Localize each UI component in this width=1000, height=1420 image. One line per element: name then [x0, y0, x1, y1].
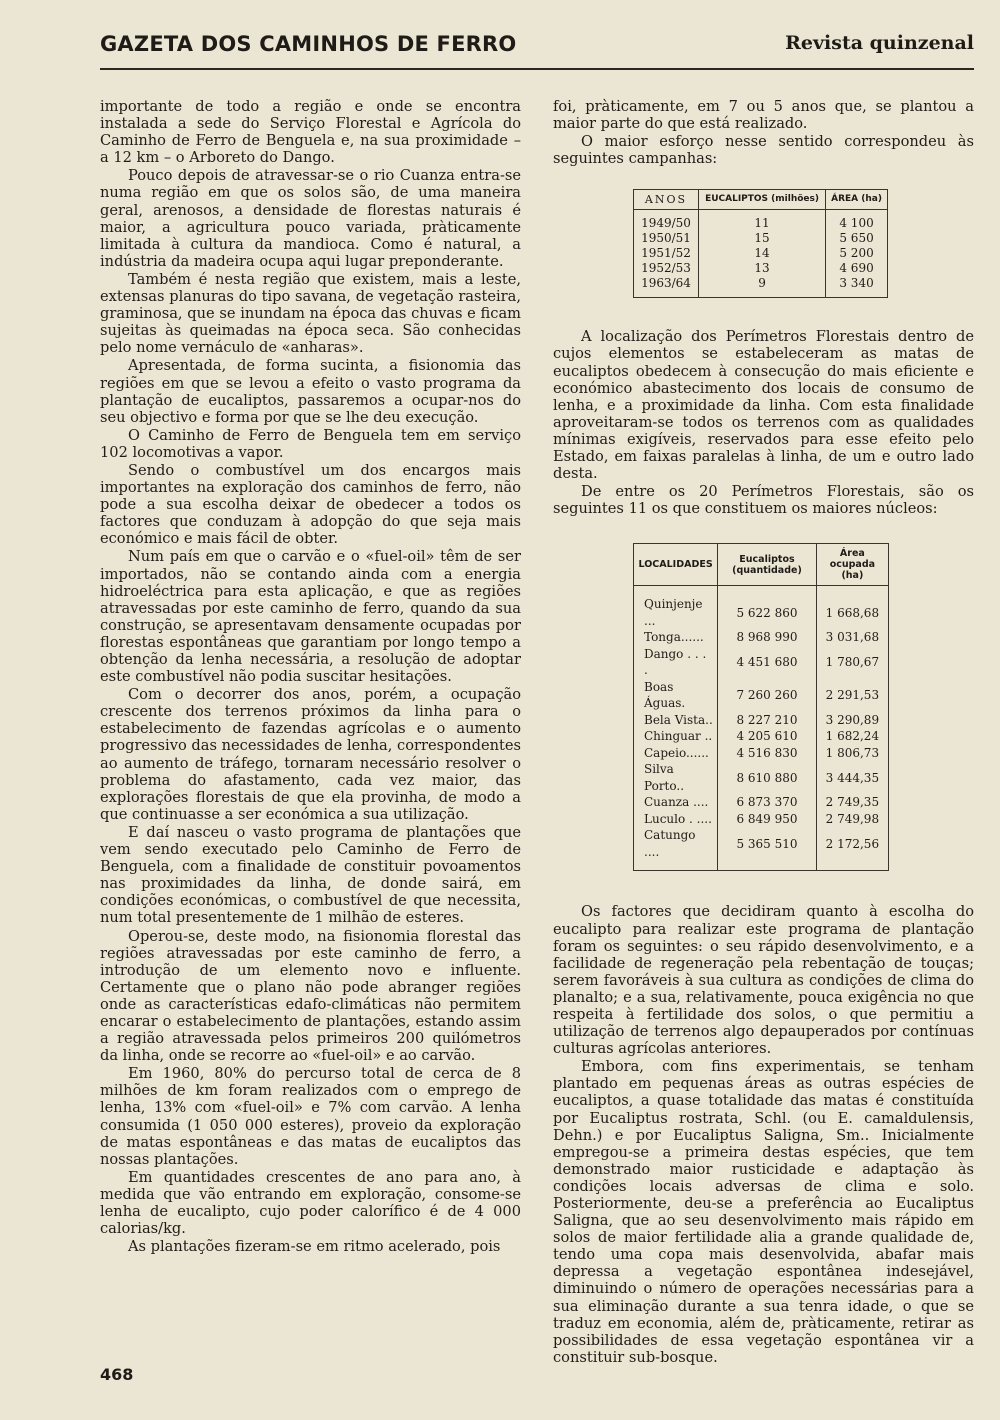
paragraph: A localização dos Perímetros Florestais dentro de cujos elementos se estabeleceram as matas de eucaliptos obedecem à consecução do mais eficiente e económico abastecimento dos locais de consumo de lenha, e a proximidade da linha. Com esta finalidade aproveitaram-se todos os terrenos com as qualidades mínimas exigíveis, reservados para esse efeito pelo Estado, em faixas paralelas à linha, de um e outro lado desta.	[553, 328, 974, 483]
table-cell: 1949/50	[641, 216, 691, 231]
table-cell: Catungo ....	[644, 828, 696, 859]
right-column	[553, 98, 974, 1366]
paragraph: Sendo o combustível um dos encargos mais importantes na exploração dos caminhos de ferro, não pode a sua escolha deixar de obedecer a todos os factores que conduzam à adopção do que seja mais económico e mais fácil de obter.	[100, 461, 521, 548]
table-cell: 1951/52	[641, 246, 691, 261]
table-row	[634, 646, 889, 679]
table-cell: 13	[698, 261, 825, 276]
paragraph: As plantações fizeram-se em ritmo acelerado, pois	[128, 1238, 501, 1256]
page-number: 468	[100, 1365, 134, 1384]
table-cell: 2 291,53	[816, 679, 888, 712]
paragraph: O maior esforço nesse sentido correspondeu às seguintes campanhas:	[553, 133, 974, 168]
table-row	[634, 794, 889, 811]
table-cell: 4 516 830	[718, 745, 817, 762]
paragraph: Em quantidades crescentes de ano para ano, à medida que vão entrando em exploração, consome-se lenha de eucalipto, cujo poder calorífico é de 4 000 calorias/kg.	[100, 1168, 521, 1238]
table-row	[634, 586, 889, 630]
table-cell: 5 200	[826, 246, 888, 261]
table-row	[634, 679, 889, 712]
table-row	[634, 210, 888, 232]
table-header: Eucaliptos (quantidade)	[718, 544, 817, 586]
table-cell: 1 682,24	[816, 728, 888, 745]
table-cell: Silva Porto..	[644, 762, 685, 793]
table-row	[634, 231, 888, 246]
masthead	[100, 28, 974, 70]
table-cell: 6 849 950	[718, 811, 817, 828]
table-row	[634, 811, 889, 828]
table-cell: 8 968 990	[718, 629, 817, 646]
paragraph: Apresentada, de forma sucinta, a fisionomia das regiões em que se levou a efeito o vasto programa da plantação de eucaliptos, passaremos a ocupar-nos do seu objectivo e forma por que se lhe deu execução.	[100, 357, 521, 426]
paragraph: Num país em que o carvão e o «fuel-oil» têm de ser importados, não se contando ainda com a energia hidroeléctrica para esta aplicação, e que as regiões atravessadas por este caminho de ferro, quando da sua construção, se apresentavam densamente ocupadas por florestas espontâneas que garantiam por longo tempo a obtenção da lenha necessária, a resolução de adoptar este combustível não podia suscitar hesitações.	[100, 548, 521, 686]
table-cell: 7 260 260	[718, 679, 817, 712]
magazine-title: GAZETA DOS CAMINHOS DE FERRO	[100, 32, 517, 56]
table-cell: 4 205 610	[718, 728, 817, 745]
left-column	[100, 98, 521, 1255]
table-cell: 1952/53	[641, 261, 691, 276]
table-cell: Quinjenje ...	[644, 597, 703, 628]
table-cell: 5 622 860	[718, 586, 817, 630]
table-cell: 8 227 210	[718, 712, 817, 729]
table-cell: 1 806,73	[816, 745, 888, 762]
table-cell: 9	[698, 276, 825, 298]
table-header: ÁREA (ha)	[826, 190, 888, 210]
table-cell: 3 290,89	[816, 712, 888, 729]
table-cell: 3 444,35	[816, 761, 888, 794]
table-cell: 1 780,67	[816, 646, 888, 679]
table-header: ANOS	[634, 190, 699, 210]
table-cell: Bela Vista..	[644, 712, 713, 727]
table-cell: 1950/51	[641, 231, 691, 246]
table-row	[634, 827, 889, 871]
table-header: EUCALIPTOS (milhões)	[698, 190, 825, 210]
paragraph: Com o decorrer dos anos, porém, a ocupação crescente dos terrenos próximos da linha para o estabelecimento de fazendas agrícolas e o aumento progressivo das necessidades de lenha, correspondentes ao aumento de tráfego, tornaram necessário resolver o problema do afastamento, cada vez maior, das explorações florestais de que ela provinha, de modo a que continuasse a ser económica a sua utilização.	[100, 686, 521, 823]
table-cell: 15	[698, 231, 825, 246]
table-cell: Dango . . . .	[644, 646, 707, 678]
table-cell: Luculo . ....	[644, 811, 712, 826]
table-cell: Boas Águas.	[644, 679, 686, 711]
table-cell: 5 365 510	[718, 827, 817, 871]
paragraph: foi, pràticamente, em 7 ou 5 anos que, se plantou a maior parte do que está realizado.	[553, 98, 974, 133]
table-cell: 2 749,35	[816, 794, 888, 811]
table-cell: 5 650	[826, 231, 888, 246]
table-row	[634, 261, 888, 276]
table-cell: 11	[698, 210, 825, 232]
table-row	[634, 629, 889, 646]
table-cell: 1963/64	[641, 276, 691, 291]
perimeters-table	[633, 543, 889, 871]
paragraph: Operou-se, deste modo, na fisionomia florestal das regiões atravessadas por este caminho de ferro, a introdução de um elemento novo e influente. Certamente que o plano não pode abranger regiões onde as características edafo-climáticas não permitem encarar o estabelecimento de plantações, estando assim a região atravessada pelos primeiros 200 quilómetros da linha, onde se recorre ao «fuel-oil» e ao carvão.	[100, 927, 521, 1065]
table-header: LOCALIDADES	[634, 544, 718, 586]
table-cell: 4 451 680	[718, 646, 817, 679]
table-cell: 2 172,56	[816, 827, 888, 871]
table-cell: 8 610 880	[718, 761, 817, 794]
table-row	[634, 728, 889, 745]
table-cell: 6 873 370	[718, 794, 817, 811]
campaigns-table	[633, 189, 888, 298]
paragraph: Pouco depois de atravessar-se o rio Cuanza entra-se numa região em que os solos são, de uma maneira geral, arenosos, a densidade de florestas naturais é maior, a agricultura pouco variada, pràticamente limitada à cultura da mandioca. Como é natural, a indústria da madeira ocupa aqui lugar preponderante.	[100, 167, 521, 270]
table-row	[634, 745, 889, 762]
paragraph: De entre os 20 Perímetros Florestais, são os seguintes 11 os que constituem os maiores núcleos:	[553, 483, 974, 518]
paragraph: O Caminho de Ferro de Benguela tem em serviço 102 locomotivas a vapor.	[100, 426, 521, 461]
table-cell: 3 340	[826, 276, 888, 298]
table-cell: Tonga......	[644, 630, 704, 645]
table-row	[634, 276, 888, 298]
table-cell: 14	[698, 246, 825, 261]
table-row	[634, 712, 889, 729]
table-row	[634, 761, 889, 794]
table-cell: 4 690	[826, 261, 888, 276]
table-cell: 1 668,68	[816, 586, 888, 630]
table-cell: 4 100	[826, 210, 888, 232]
paragraph: importante de todo a região e onde se encontra instalada a sede do Serviço Florestal e Agrícola do Caminho de Ferro de Benguela e, na sua proximidade – a 12 km – o Arboreto do Dango.	[100, 98, 521, 167]
magazine-subtitle: Revista quinzenal	[785, 32, 974, 54]
paragraph: Os factores que decidiram quanto à escolha do eucalipto para realizar este programa de plantação foram os seguintes: o seu rápido desenvolvimento, e a facilidade de regeneração pela rebentação de touças; serem favoráveis à sua cultura as condições de clima do planalto; e a sua, relativamente, pouca exigência no que respeita à fertilidade dos solos, o que permitiu a utilização de terrenos algo depauperados por contínuas culturas agrícolas anteriores.	[553, 903, 974, 1058]
paragraph: E daí nasceu o vasto programa de plantações que vem sendo executado pelo Caminho de Ferro de Benguela, com a finalidade de constituir povoamentos nas proximidades da linha, de donde sairá, em condições económicas, o combustível de que necessita, num total presentemente de 1 milhão de esteres.	[100, 823, 521, 927]
paragraph: Também é nesta região que existem, mais a leste, extensas planuras do tipo savana, de vegetação rasteira, graminosa, que se inundam na época das chuvas e ficam sujeitas às queimadas na época seca. São conhecidas pelo nome vernáculo de «anharas».	[100, 270, 521, 357]
table-cell: Cuanza ....	[644, 795, 709, 810]
paragraph: Em 1960, 80% do percurso total de cerca de 8 milhões de km foram realizados com o emprego de lenha, 13% com «fuel-oil» e 7% com carvão. A lenha consumida (1 050 000 esteres), proveio da exploração de matas espontâneas e das matas de eucaliptos das nossas plantações.	[100, 1065, 521, 1168]
table-cell: 3 031,68	[816, 629, 888, 646]
table-header: Área ocupada (ha)	[816, 544, 888, 586]
table-cell: 2 749,98	[816, 811, 888, 828]
paragraph: Embora, com fins experimentais, se tenham plantado em pequenas áreas as outras espécies de eucaliptos, a quase totalidade das matas é constituída por Eucaliptus rostrata, Schl. (ou E. camaldulensis, Dehn.) e por Eucaliptus Saligna, Sm.. Inicialmente empregou-se a primeira destas espécies, que tem demonstrado maior rusticidade e adaptação às condições locais adversas de clima e solo. Posteriormente, deu-se a preferência ao Eucaliptus Saligna, que ao seu desenvolvimento mais rápido em solos de maior fertilidade alia a grande qualidade de, tendo uma copa mais desenvolvida, abafar mais depressa a vegetação espontânea indesejável, diminuindo o número de operações necessárias para a sua eliminação durante a sua tenra idade, o que se traduz em economia, além de, pràticamente, retirar as possibilidades de essa vegetação espontânea vir a constituir sub-bosque.	[553, 1058, 974, 1366]
table-row	[634, 246, 888, 261]
table-cell: Chinguar ..	[644, 729, 713, 744]
table-cell: Capeio......	[644, 745, 709, 760]
